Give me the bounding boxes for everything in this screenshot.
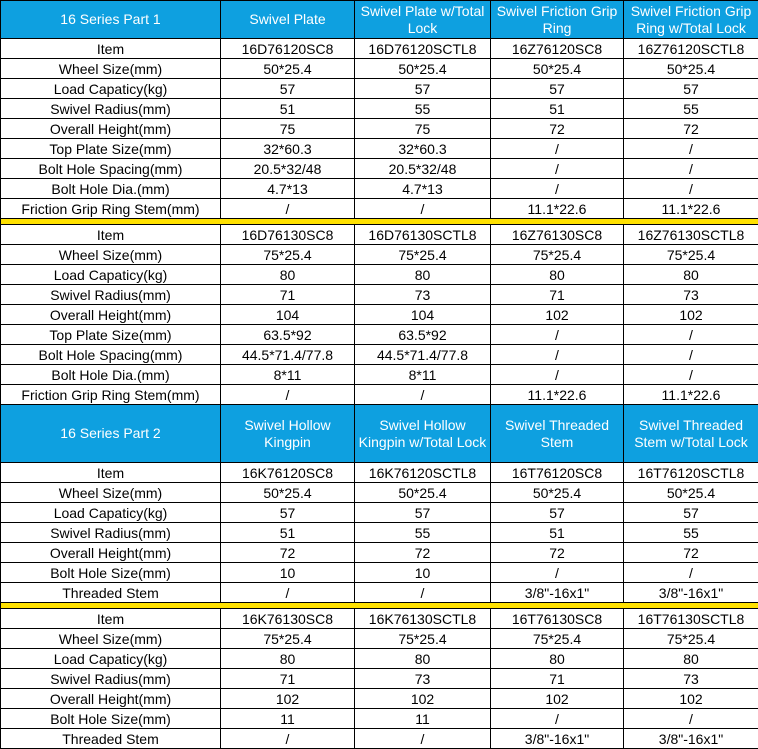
table-cell: 16D76120SC8 (221, 39, 355, 59)
table-cell: 75*25.4 (624, 629, 758, 649)
table-cell: 50*25.4 (221, 483, 355, 503)
row-label: Overall Height(mm) (1, 119, 221, 139)
table-row (1, 563, 758, 583)
table-cell: 3/8"-16x1" (624, 729, 758, 749)
table-cell: 75 (221, 119, 355, 139)
table-cell: 51 (491, 99, 624, 119)
table-cell: / (221, 385, 355, 405)
row-label: Swivel Radius(mm) (1, 669, 221, 689)
row-label: Bolt Hole Size(mm) (1, 563, 221, 583)
table-cell: 3/8"-16x1" (491, 583, 624, 603)
table-cell: 16Z76130SC8 (491, 225, 624, 245)
row-label: Friction Grip Ring Stem(mm) (1, 385, 221, 405)
table-cell: 80 (355, 265, 491, 285)
table-cell: 57 (221, 503, 355, 523)
row-label: Item (1, 225, 221, 245)
table-cell: 102 (624, 689, 758, 709)
table-cell: 80 (221, 265, 355, 285)
table-row (1, 649, 758, 669)
table-cell: 75*25.4 (221, 629, 355, 649)
table-cell: / (624, 345, 758, 365)
table-cell: / (491, 139, 624, 159)
table-cell: / (624, 325, 758, 345)
table-row (1, 583, 758, 603)
table-cell: 55 (355, 523, 491, 543)
table-row (1, 729, 758, 749)
table-cell: 102 (624, 305, 758, 325)
table-cell: 72 (491, 543, 624, 563)
table-cell: / (221, 729, 355, 749)
table-cell: / (624, 365, 758, 385)
table-row (1, 523, 758, 543)
table-row (1, 265, 758, 285)
row-label: Threaded Stem (1, 729, 221, 749)
table-row (1, 285, 758, 305)
table-cell: / (355, 729, 491, 749)
part2-column-header: Swivel Hollow Kingpin (221, 405, 355, 463)
row-label: Load Capaticy(kg) (1, 649, 221, 669)
table-cell: 57 (491, 79, 624, 99)
table-cell: 75*25.4 (355, 629, 491, 649)
table-cell: / (355, 385, 491, 405)
table-row (1, 709, 758, 729)
table-cell: 57 (355, 503, 491, 523)
table-cell: 75*25.4 (491, 245, 624, 265)
row-label: Bolt Hole Dia.(mm) (1, 365, 221, 385)
part1-column-header: Swivel Friction Grip Ring (491, 1, 624, 39)
table-cell: 10 (355, 563, 491, 583)
table-cell: 80 (491, 265, 624, 285)
row-label: Overall Height(mm) (1, 305, 221, 325)
table-cell: / (491, 563, 624, 583)
row-label: Bolt Hole Size(mm) (1, 709, 221, 729)
row-label: Overall Height(mm) (1, 689, 221, 709)
part2-header-row (1, 405, 758, 463)
table-cell: 16Z76120SCTL8 (624, 39, 758, 59)
table-cell: 8*11 (355, 365, 491, 385)
table-cell: / (221, 583, 355, 603)
row-label: Wheel Size(mm) (1, 245, 221, 265)
table-cell: 10 (221, 563, 355, 583)
row-label: Top Plate Size(mm) (1, 139, 221, 159)
table-cell: 16K76120SCTL8 (355, 463, 491, 483)
table-cell: 57 (624, 79, 758, 99)
row-label: Wheel Size(mm) (1, 483, 221, 503)
table-cell: 57 (221, 79, 355, 99)
part1-column-header: Swivel Plate w/Total Lock (355, 1, 491, 39)
table-cell: 8*11 (221, 365, 355, 385)
table-cell: 102 (221, 689, 355, 709)
table-cell: 51 (491, 523, 624, 543)
table-cell: 16K76130SC8 (221, 609, 355, 629)
table-cell: 72 (491, 119, 624, 139)
table-cell: 51 (221, 99, 355, 119)
table-row (1, 225, 758, 245)
part1-header-row (1, 1, 758, 39)
table-cell: 72 (624, 543, 758, 563)
table-row (1, 669, 758, 689)
table-cell: 71 (491, 669, 624, 689)
table-cell: 16D76120SCTL8 (355, 39, 491, 59)
table-cell: 55 (355, 99, 491, 119)
row-label: Item (1, 609, 221, 629)
table-cell: / (491, 709, 624, 729)
table-cell: / (221, 199, 355, 219)
row-label: Item (1, 463, 221, 483)
table-cell: 71 (491, 285, 624, 305)
row-label: Swivel Radius(mm) (1, 99, 221, 119)
part2-column-header: Swivel Threaded Stem w/Total Lock (624, 405, 758, 463)
table-cell: 16T76130SC8 (491, 609, 624, 629)
table-cell: / (491, 159, 624, 179)
table-cell: 55 (624, 523, 758, 543)
table-cell: 50*25.4 (491, 483, 624, 503)
part1-section-title: 16 Series Part 1 (1, 1, 221, 39)
table-row (1, 305, 758, 325)
table-cell: 50*25.4 (221, 59, 355, 79)
table-cell: 16D76130SC8 (221, 225, 355, 245)
table-cell: 3/8"-16x1" (624, 583, 758, 603)
row-label: Bolt Hole Dia.(mm) (1, 179, 221, 199)
table-cell: 50*25.4 (491, 59, 624, 79)
table-cell: 73 (624, 669, 758, 689)
table-cell: 44.5*71.4/77.8 (221, 345, 355, 365)
table-cell: 75*25.4 (221, 245, 355, 265)
table-cell: 16T76120SC8 (491, 463, 624, 483)
table-cell: 80 (221, 649, 355, 669)
table-cell: 73 (355, 669, 491, 689)
table-row (1, 365, 758, 385)
table-cell: 80 (624, 265, 758, 285)
table-cell: 80 (624, 649, 758, 669)
table-cell: 11 (221, 709, 355, 729)
table-cell: 75*25.4 (624, 245, 758, 265)
table-cell: / (624, 139, 758, 159)
table-cell: 3/8"-16x1" (491, 729, 624, 749)
table-cell: 73 (624, 285, 758, 305)
table-row (1, 543, 758, 563)
table-cell: / (624, 563, 758, 583)
row-label: Bolt Hole Spacing(mm) (1, 345, 221, 365)
table-row (1, 503, 758, 523)
table-cell: 16D76130SCTL8 (355, 225, 491, 245)
table-cell: 75 (355, 119, 491, 139)
table-cell: / (491, 179, 624, 199)
table-row (1, 689, 758, 709)
table-cell: 72 (355, 543, 491, 563)
row-label: Wheel Size(mm) (1, 629, 221, 649)
row-label: Wheel Size(mm) (1, 59, 221, 79)
table-cell: 71 (221, 669, 355, 689)
table-cell: 44.5*71.4/77.8 (355, 345, 491, 365)
table-cell: 20.5*32/48 (355, 159, 491, 179)
table-cell: 16Z76130SCTL8 (624, 225, 758, 245)
table-cell: 75*25.4 (491, 629, 624, 649)
table-cell: 16T76130SCTL8 (624, 609, 758, 629)
table-cell: 50*25.4 (624, 59, 758, 79)
part2-column-header: Swivel Hollow Kingpin w/Total Lock (355, 405, 491, 463)
table-row (1, 39, 758, 59)
part2-column-header: Swivel Threaded Stem (491, 405, 624, 463)
table-cell: 72 (221, 543, 355, 563)
table-cell: 57 (491, 503, 624, 523)
table-cell: 72 (624, 119, 758, 139)
table-cell: / (355, 583, 491, 603)
table-row (1, 245, 758, 265)
table-row (1, 79, 758, 99)
table-cell: / (624, 179, 758, 199)
table-cell: / (624, 709, 758, 729)
table-cell: 57 (624, 503, 758, 523)
row-label: Load Capaticy(kg) (1, 79, 221, 99)
table-cell: 55 (624, 99, 758, 119)
table-cell: 51 (221, 523, 355, 543)
table-cell: 57 (355, 79, 491, 99)
table-row (1, 119, 758, 139)
part2-section-title: 16 Series Part 2 (1, 405, 221, 463)
table-cell: 11.1*22.6 (491, 385, 624, 405)
table-row (1, 199, 758, 219)
table-row (1, 139, 758, 159)
table-cell: 104 (355, 305, 491, 325)
table-cell: 80 (355, 649, 491, 669)
row-label: Bolt Hole Spacing(mm) (1, 159, 221, 179)
part1-column-header: Swivel Friction Grip Ring w/Total Lock (624, 1, 758, 39)
table-cell: 80 (491, 649, 624, 669)
table-cell: / (491, 365, 624, 385)
table-cell: / (624, 159, 758, 179)
table-cell: 63.5*92 (355, 325, 491, 345)
table-cell: 50*25.4 (355, 483, 491, 503)
table-row (1, 629, 758, 649)
table-row (1, 463, 758, 483)
part1-column-header: Swivel Plate (221, 1, 355, 39)
table-cell: 50*25.4 (355, 59, 491, 79)
row-label: Threaded Stem (1, 583, 221, 603)
table-cell: 102 (491, 305, 624, 325)
table-cell: 50*25.4 (624, 483, 758, 503)
table-row (1, 345, 758, 365)
table-row (1, 59, 758, 79)
row-label: Load Capaticy(kg) (1, 503, 221, 523)
row-label: Swivel Radius(mm) (1, 523, 221, 543)
row-label: Swivel Radius(mm) (1, 285, 221, 305)
table-cell: 32*60.3 (221, 139, 355, 159)
table-row (1, 179, 758, 199)
row-label: Load Capaticy(kg) (1, 265, 221, 285)
row-label: Top Plate Size(mm) (1, 325, 221, 345)
table-cell: 16Z76120SC8 (491, 39, 624, 59)
table-cell: 20.5*32/48 (221, 159, 355, 179)
table-cell: 16T76120SCTL8 (624, 463, 758, 483)
table-cell: / (491, 325, 624, 345)
spec-table-body (1, 1, 758, 749)
table-cell: / (355, 199, 491, 219)
table-cell: 71 (221, 285, 355, 305)
table-row (1, 385, 758, 405)
table-row (1, 159, 758, 179)
table-cell: 11.1*22.6 (624, 199, 758, 219)
table-cell: 11 (355, 709, 491, 729)
row-label: Item (1, 39, 221, 59)
row-label: Friction Grip Ring Stem(mm) (1, 199, 221, 219)
table-cell: 104 (221, 305, 355, 325)
table-row (1, 483, 758, 503)
table-cell: 16K76130SCTL8 (355, 609, 491, 629)
table-cell: 102 (355, 689, 491, 709)
table-cell: 11.1*22.6 (491, 199, 624, 219)
table-cell: 63.5*92 (221, 325, 355, 345)
table-cell: 75*25.4 (355, 245, 491, 265)
table-cell: / (491, 345, 624, 365)
table-cell: 102 (491, 689, 624, 709)
table-cell: 32*60.3 (355, 139, 491, 159)
table-cell: 4.7*13 (221, 179, 355, 199)
table-row (1, 609, 758, 629)
table-row (1, 325, 758, 345)
table-cell: 11.1*22.6 (624, 385, 758, 405)
table-cell: 16K76120SC8 (221, 463, 355, 483)
table-row (1, 99, 758, 119)
row-label: Overall Height(mm) (1, 543, 221, 563)
table-cell: 4.7*13 (355, 179, 491, 199)
table-cell: 73 (355, 285, 491, 305)
